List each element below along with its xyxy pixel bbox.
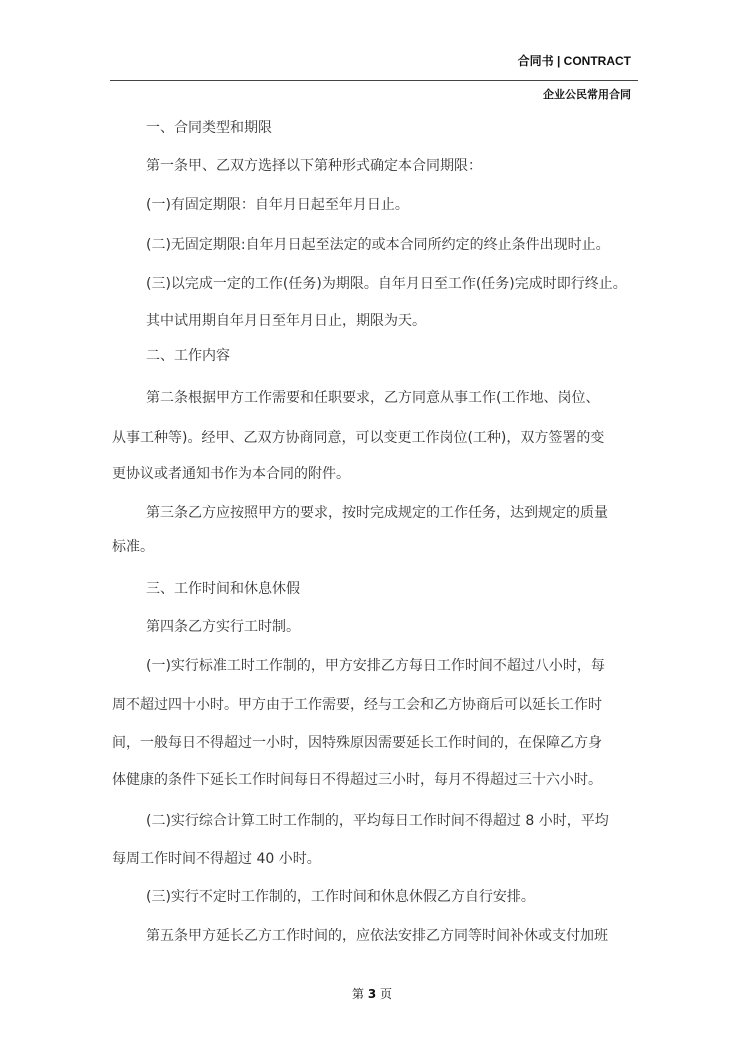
paragraph-line: 其中试用期自年月日至年月日止，期限为天。 — [146, 312, 426, 329]
paragraph-line: 第三条乙方应按照甲方的要求，按时完成规定的工作任务，达到规定的质量 — [146, 504, 608, 521]
paragraph-line: 体健康的条件下延长工作时间每日不得超过三小时，每月不得超过三十六小时。 — [112, 772, 602, 789]
paragraph-line: 第四条乙方实行工时制。 — [146, 618, 300, 635]
paragraph-line: 第一条甲、乙双方选择以下第种形式确定本合同期限： — [146, 157, 482, 174]
paragraph-line: 第二条根据甲方工作需要和任职要求，乙方同意从事工作(工作地、岗位、 — [146, 390, 600, 407]
header-rule — [110, 80, 638, 81]
paragraph-line: 二、工作内容 — [146, 347, 230, 364]
paragraph-line: (三)实行不定时工作制的，工作时间和休息休假乙方自行安排。 — [146, 888, 535, 905]
paragraph-line: (三)以完成一定的工作(任务)为期限。自年月日至工作(任务)完成时即行终止。 — [146, 276, 627, 293]
paragraph-line: 从事工种等)。经甲、乙双方协商同意，可以变更工作岗位(工种)，双方签署的变 — [112, 429, 605, 446]
paragraph-line: 一、合同类型和期限 — [146, 120, 272, 136]
paragraph-line: (一)实行标准工时工作制的，甲方安排乙方每日工作时间不超过八小时，每 — [146, 658, 605, 675]
paragraph-line: 三、工作时间和休息休假 — [146, 581, 300, 598]
paragraph-line: 更协议或者通知书作为本合同的附件。 — [112, 466, 350, 483]
paragraph-line: 每周工作时间不得超过 40 小时。 — [112, 851, 321, 868]
paragraph-line: 间，一般每日不得超过一小时，因特殊原因需要延长工作时间的，在保障乙方身 — [112, 734, 602, 751]
header-title: 合同书 | CONTRACT — [517, 54, 631, 68]
paragraph-line: 标准。 — [112, 538, 154, 555]
footer-suffix: 页 — [380, 987, 393, 1001]
paragraph-line: 周不超过四十小时。甲方由于工作需要，经与工会和乙方协商后可以延长工作时 — [112, 696, 602, 713]
paragraph-line: (一)有固定期限：自年月日起至年月日止。 — [146, 197, 409, 214]
paragraph-line: (二)无固定期限:自年月日起至法定的或本合同所约定的终止条件出现时止。 — [146, 236, 610, 253]
header-subtitle: 企业公民常用合同 — [543, 88, 631, 101]
document-body — [112, 118, 632, 945]
paragraph-line: (二)实行综合计算工时工作制的，平均每日工作时间不得超过 8 小时，平均 — [146, 812, 609, 829]
paragraph-line: 第五条甲方延长乙方工作时间的，应依法安排乙方同等时间补休或支付加班 — [146, 928, 608, 945]
footer-prefix: 第 — [351, 987, 364, 1001]
page-footer — [0, 985, 744, 1002]
page-number: 3 — [367, 987, 377, 1001]
